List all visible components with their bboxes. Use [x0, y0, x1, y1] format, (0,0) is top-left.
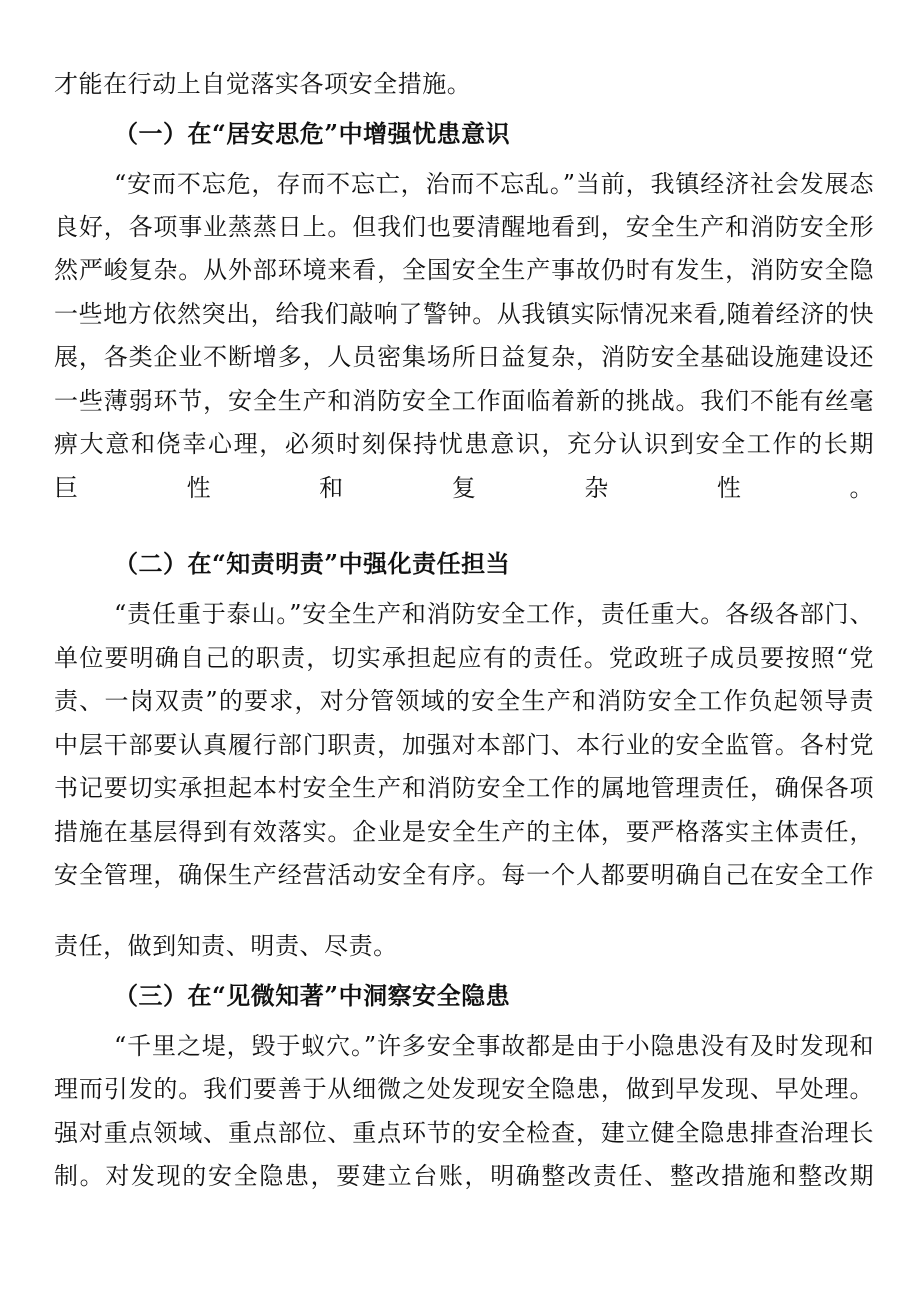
paragraph-line: “安而不忘危，存而不忘亡，治而不忘乱。”当前，我镇经济社会发展态 [114, 170, 874, 198]
paragraph-line: “千里之堤，毁于蚁穴。”许多安全事故都是由于小隐患没有及时发现和 [114, 1032, 874, 1060]
section-1-heading: （一）在“居安思危”中增强忧患意识 [114, 119, 511, 148]
paragraph-line: 书记要切实承担起本村安全生产和消防安全工作的属地管理责任，确保各项 [54, 774, 874, 802]
paragraph-line: 巨性和复杂性。 [54, 474, 874, 502]
paragraph-line: “责任重于泰山。”安全生产和消防安全工作，责任重大。各级各部门、 [114, 600, 874, 628]
paragraph-line-last [54, 497, 874, 533]
paragraph-line: 责、一岗双责”的要求，对分管领域的安全生产和消防安全工作负起领导责 [54, 687, 874, 715]
paragraph-line: 责任，做到知责、明责、尽责。 [54, 932, 398, 960]
paragraph-line: 良好，各项事业蒸蒸日上。但我们也要清醒地看到，安全生产和消防安全形 [54, 213, 874, 241]
paragraph-line: 一些薄弱环节，安全生产和消防安全工作面临着新的挑战。我们不能有丝毫 [54, 387, 874, 415]
paragraph-line: 措施在基层得到有效落实。企业是安全生产的主体，要严格落实主体责任， [54, 818, 874, 846]
intro-line: 才能在行动上自觉落实各项安全措施。 [54, 70, 472, 98]
paragraph-line: 安全管理，确保生产经营活动安全有序。每一个人都要明确自己在安全工作 [54, 861, 874, 889]
paragraph-line: 痹大意和侥幸心理，必须时刻保持忧患意识，充分认识到安全工作的长期 [54, 430, 874, 458]
paragraph-line: 中层干部要认真履行部门职责，加强对本部门、本行业的安全监管。各村党 [54, 731, 874, 759]
paragraph-line: 强对重点领域、重点部位、重点环节的安全检查，建立健全隐患排查治理长 [54, 1119, 874, 1147]
paragraph-line: 理而引发的。我们要善于从细微之处发现安全隐患，做到早发现、早处理。 [54, 1075, 874, 1103]
paragraph-line: 然严峻复杂。从外部环境来看，全国安全生产事故仍时有发生，消防安全隐 [54, 256, 874, 284]
paragraph-line: 制。对发现的安全隐患，要建立台账，明确整改责任、整改措施和整改期 [54, 1162, 874, 1190]
section-3-heading: （三）在“见微知著”中洞察安全隐患 [114, 981, 511, 1010]
paragraph-line: 一些地方依然突出，给我们敲响了警钟。从我镇实际情况来看,随着经济的快 [54, 300, 874, 328]
paragraph-line: 单位要明确自己的职责，切实承担起应有的责任。党政班子成员要按照“党 [54, 644, 874, 672]
paragraph-line: 展，各类企业不断增多，人员密集场所日益复杂，消防安全基础设施建设还 [54, 343, 874, 371]
section-2-heading: （二）在“知责明责”中强化责任担当 [114, 549, 511, 578]
